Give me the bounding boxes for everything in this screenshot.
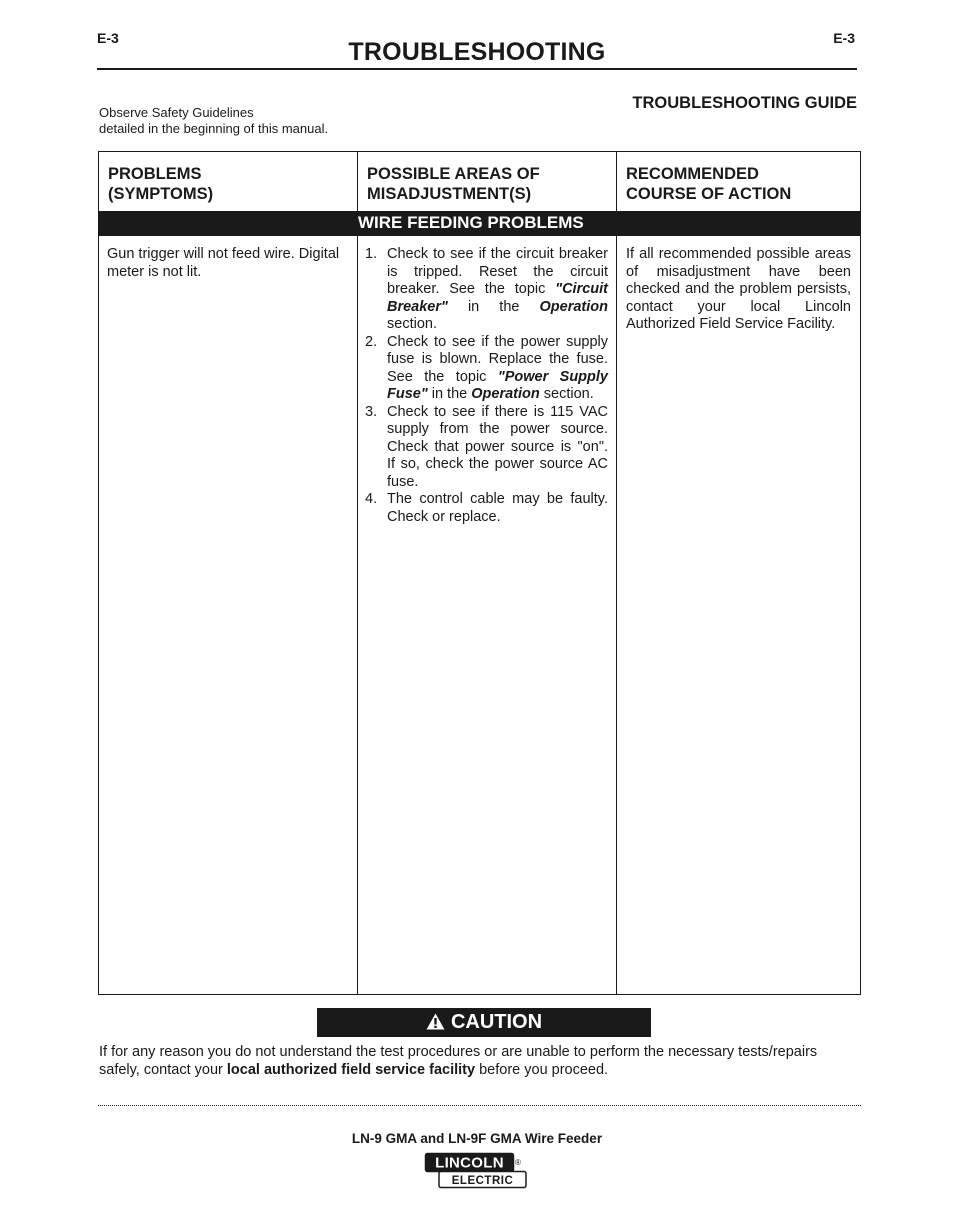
- misadjustment-list: [365, 246, 608, 526]
- list-item: [365, 246, 608, 334]
- step-number: 4.: [365, 491, 378, 507]
- header-problems-line-2: (SYMPTOMS): [108, 185, 214, 203]
- troubleshooting-table: [98, 151, 861, 995]
- problem-cell: Gun trigger will not feed wire. Digital meter is not lit.: [107, 246, 340, 280]
- step-text: in the: [427, 386, 472, 402]
- column-divider: [616, 152, 617, 994]
- step-number: 3.: [365, 403, 378, 420]
- header-course-line-2: COURSE OF ACTION: [626, 185, 792, 203]
- header-course-line-1: RECOMMENDED: [626, 165, 759, 183]
- step-number: 1.: [365, 246, 378, 262]
- safety-note-line-1: Observe Safety Guidelines: [99, 105, 254, 120]
- page-code-left: E-3: [97, 30, 119, 46]
- warning-icon: [426, 1013, 445, 1030]
- logo-registered: ®: [515, 1158, 521, 1167]
- lincoln-electric-logo: [424, 1152, 528, 1190]
- step-text: Check to see if the power supply fuse is blown. Replace the fuse. See the topic: [387, 333, 608, 385]
- caution-banner: [317, 1008, 651, 1037]
- safety-note: [99, 105, 328, 137]
- caution-label: CAUTION: [450, 1011, 543, 1033]
- list-item: [365, 334, 608, 404]
- column-divider: [357, 152, 358, 994]
- step-text: in the: [447, 298, 540, 315]
- logo-text-bottom: ELECTRIC: [451, 1175, 514, 1187]
- step-section-ref: Operation: [471, 386, 540, 402]
- step-text: Check to see if there is 115 VAC supply from the power source. Check that power source is "on". If so, check the power source AC fuse.: [387, 403, 608, 490]
- list-item: [365, 491, 608, 526]
- caution-text-part: If for any reason you do not understand the test procedures or are unable to perform the necessary tests/repairs safely, contact your: [99, 1044, 818, 1078]
- page-code-right: E-3: [833, 30, 855, 46]
- header-problems-line-1: PROBLEMS: [108, 165, 202, 183]
- step-topic: "Power Supply Fuse": [387, 368, 608, 402]
- footer-product-title: LN-9 GMA and LN-9F GMA Wire Feeder: [351, 1131, 603, 1146]
- safety-note-line-2: detailed in the beginning of this manual.: [99, 121, 329, 136]
- header-misadjustments-line-2: MISADJUSTMENT(S): [367, 185, 532, 203]
- header-misadjustments: [367, 164, 540, 204]
- list-item: [365, 404, 608, 492]
- step-text: Check to see if the circuit breaker is tripped. Reset the circuit breaker. See the topic: [387, 246, 608, 297]
- caution-text-part: before you proceed.: [475, 1062, 609, 1078]
- guide-heading: TROUBLESHOOTING GUIDE: [632, 94, 857, 112]
- title-divider: [97, 68, 857, 70]
- header-problems: [108, 164, 213, 204]
- footer-divider: [98, 1105, 861, 1106]
- step-number: 2.: [365, 333, 378, 350]
- logo-text-top: LINCOLN: [435, 1154, 504, 1172]
- step-text: The control cable may be faulty. Check or replace.: [387, 491, 608, 525]
- caution-text-emphasis: local authorized field service facility: [226, 1062, 476, 1078]
- action-cell: If all recommended possible areas of misadjustment have been checked and the problem persists, contact your local Lincoln Authorized Field Service Facility.: [626, 246, 851, 332]
- caution-text: [99, 1043, 859, 1079]
- step-text: section.: [539, 386, 594, 402]
- header-course-of-action: [626, 164, 791, 204]
- page-title: TROUBLESHOOTING: [348, 38, 606, 66]
- step-section-ref: Operation: [539, 298, 608, 315]
- step-topic: "Circuit Breaker": [387, 281, 608, 315]
- step-text: section.: [387, 316, 437, 332]
- section-title: WIRE FEEDING PROBLEMS: [358, 213, 584, 232]
- header-misadjustments-line-1: POSSIBLE AREAS OF: [367, 165, 540, 183]
